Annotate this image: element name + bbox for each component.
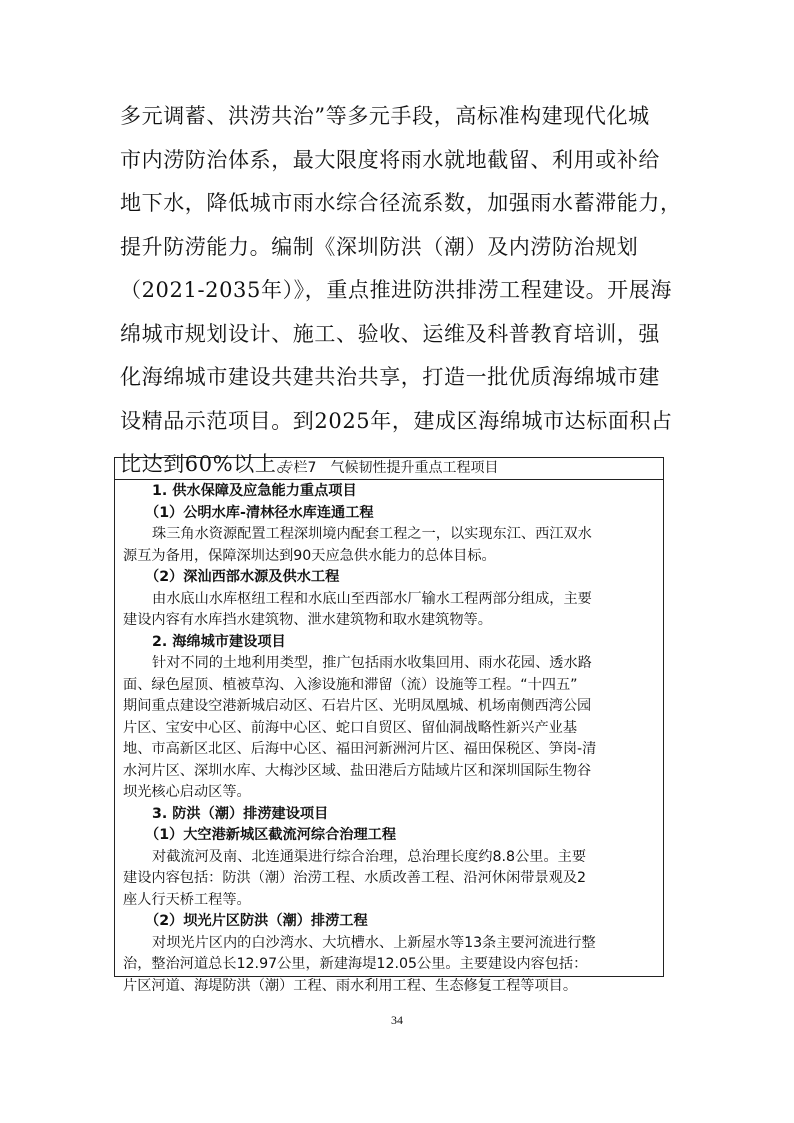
project-text: 座人行天桥工程等。 — [123, 891, 251, 908]
section-heading: 1. 供水保障及应急能力重点项目 — [152, 483, 357, 499]
feature-box — [114, 457, 664, 994]
project-text: 建设内容包括：防洪（潮）治涝工程、水质改善工程、沿河休闲带景观及2 — [123, 870, 587, 886]
body-line: 地下水，降低城市雨水综合径流系数，加强雨水蓄滞能力， — [120, 191, 682, 215]
project-heading: （1）公明水库-清林径水库连通工程 — [145, 504, 374, 521]
project-text: 面、绿色屋顶、植被草沟、入渗设施和滞留（流）设施等工程。“十四五” — [123, 676, 578, 693]
box-body — [115, 480, 663, 997]
project-text: 针对不同的土地利用类型，推广包括雨水收集回用、雨水花园、透水路 — [152, 655, 592, 671]
body-line: 市内涝防治体系，最大限度将雨水就地截留、利用或补给 — [120, 147, 660, 172]
body-line: （2021-2035年）》，重点推进防洪排涝工程建设。开展海 — [120, 278, 672, 302]
section-heading: 2. 海绵城市建设项目 — [152, 633, 286, 650]
project-text: 珠三角水资源配置工程深圳境内配套工程之一，以实现东江、西江双水 — [152, 526, 592, 542]
project-text: 坝光核心启动区等。 — [123, 784, 251, 800]
body-line: 提升防涝能力。编制《深圳防洪（潮）及内涝防治规划 — [120, 234, 639, 259]
body-line: 绵城市规划设计、施工、验收、运维及科普教育培训，强 — [120, 321, 660, 346]
project-text: 水河片区、深圳水库、大梅沙区域、盐田港后方陆域片区和深圳国际生物谷 — [123, 762, 592, 779]
project-text: 源互为备用，保障深圳达到90天应急供水能力的总体目标。 — [123, 547, 496, 564]
box-title: 专栏7 气候韧性提升重点工程项目 — [115, 458, 663, 480]
body-line: 化海绵城市建设共建共治共享，打造一批优质海绵城市建 — [120, 365, 660, 389]
project-text: 片区、宝安中心区、前海中心区、蛇口自贸区、留仙洞战略性新兴产业基 — [123, 719, 578, 736]
page-number: 34 — [391, 1013, 403, 1027]
project-text: 地、市高新区北区、后海中心区、福田河新洲河片区、福田保税区、笋岗-清 — [123, 741, 597, 757]
body-line: 比达到60%以上。 — [120, 452, 299, 476]
project-heading: （1）大空港新城区截流河综合治理工程 — [145, 827, 397, 843]
project-text: 对坝光片区内的白沙湾水、大坑槽水、上新屋水等13条主要河流进行整 — [152, 934, 596, 951]
project-text: 期间重点建设空港新城启动区、石岩片区、光明凤凰城、机场南侧西湾公园 — [123, 698, 592, 714]
project-heading: （2）深汕西部水源及供水工程 — [145, 569, 340, 585]
section-heading: 3. 防洪（潮）排涝建设项目 — [152, 805, 329, 822]
project-text: 治，整治河道总长12.97公里，新建海堤12.05公里。主要建设内容包括： — [123, 956, 588, 972]
body-line: 设精品示范项目。到2025年，建成区海绵城市达标面积占 — [120, 408, 673, 433]
project-text: 建设内容有水库挡水建筑物、泄水建筑物和取水建筑物等。 — [123, 612, 492, 628]
project-text: 对截流河及南、北连通渠进行综合治理，总治理长度约8.8公里。主要 — [152, 848, 587, 865]
project-heading: （2）坝光片区防洪（潮）排涝工程 — [145, 913, 368, 929]
body-line: 多元调蓄、洪涝共治”等多元手段，高标准构建现代化城 — [120, 104, 650, 128]
project-text: 由水底山水库枢纽工程和水底山至西部水厂输水工程两部分组成，主要 — [152, 590, 592, 607]
body-paragraph — [120, 95, 682, 487]
project-text: 片区河道、海堤防洪（潮）工程、雨水利用工程、生态修复工程等项目。 — [123, 977, 578, 994]
